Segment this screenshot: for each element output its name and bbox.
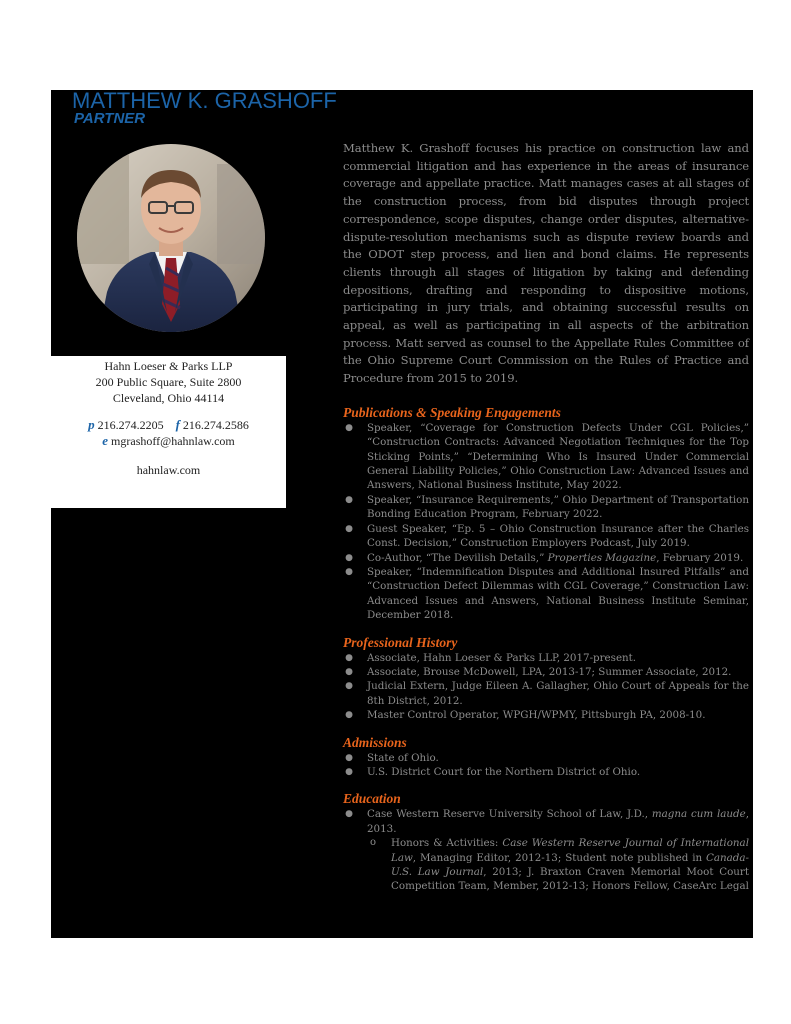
phone-label: p [88, 417, 95, 432]
history-list [343, 651, 749, 723]
email-link[interactable]: mgrashoff@hahnlaw.com [111, 434, 235, 448]
list-item: ● Speaker, “Insurance Requirements,” Ohio Department of Transportation Bonding Education Program, February 2022. [343, 493, 749, 522]
list-item: ● U.S. District Court for the Northern District of Ohio. [343, 765, 749, 779]
contact-card [51, 356, 286, 508]
education-list [343, 807, 749, 893]
firm-name: Hahn Loeser & Parks LLP [104, 359, 233, 373]
bullet-icon: ● [345, 766, 353, 777]
fax-label: f [175, 417, 180, 432]
bullet-icon: ● [345, 494, 353, 505]
bullet-icon: ● [345, 710, 353, 721]
email-line [51, 433, 286, 449]
bullet-icon: ● [345, 666, 353, 677]
list-item: ● Associate, Hahn Loeser & Parks LLP, 2017-present. [343, 651, 749, 665]
publications-list [343, 421, 749, 623]
phone-number[interactable]: 216.274.2205 [97, 418, 164, 432]
bullet-icon: ● [345, 523, 353, 534]
list-item: ● Case Western Reserve University School of Law, J.D., magna cum laude, 2013. o Honors & Activities: Case Western Reserve Journal of International Law, Managing Editor, 2012-13; Student note published in Canada-U.S. Law Journal, 2013; J. Braxton Craven Memorial Moot Court Competition Team, Member, 2012-13; Honors Fellow, CaseArc Legal [343, 807, 749, 893]
bullet-icon: ● [345, 681, 353, 692]
bullet-icon: ● [345, 552, 353, 563]
resume-sheet [51, 90, 753, 938]
main-content [343, 140, 749, 894]
fax-number: 216.274.2586 [182, 418, 249, 432]
admissions-list [343, 751, 749, 780]
bullet-icon: ● [345, 752, 353, 763]
website-link[interactable]: hahnlaw.com [136, 463, 201, 477]
circle-bullet-icon: o [369, 837, 377, 849]
publications-heading: Publications & Speaking Engagements [343, 404, 561, 420]
list-item: ● Co-Author, “The Devilish Details,” Properties Magazine, February 2019. [343, 551, 749, 565]
admissions-heading: Admissions [343, 734, 407, 750]
list-item: ● Judicial Extern, Judge Eileen A. Gallagher, Ohio Court of Appeals for the 8th District, 2012. [343, 679, 749, 708]
list-item: ● Master Control Operator, WPGH/WPMY, Pittsburgh PA, 2008-10. [343, 708, 749, 722]
bullet-icon: ● [345, 422, 353, 433]
list-item: ● Speaker, “Indemnification Disputes and Additional Insured Pitfalls” and “Construction Defect Dilemmas with CGL Coverage,” Construction Law: Advanced Issues and Answers, National Business Institute Seminar, December 2018. [343, 565, 749, 623]
list-item: ● Guest Speaker, “Ep. 5 – Ohio Construction Insurance after the Charles Const. Decision,” Construction Employers Podcast, July 2019. [343, 522, 749, 551]
honors-sublist [367, 836, 749, 894]
phone-fax-line [51, 417, 286, 433]
address-line-2: Cleveland, Ohio 44114 [112, 391, 225, 405]
list-item: o Honors & Activities: Case Western Reserve Journal of International Law, Managing Editor, 2012-13; Student note published in Canada-U.S. Law Journal, 2013; J. Braxton Craven Memorial Moot Court Competition Team, Member, 2012-13; Honors Fellow, CaseArc Legal [367, 836, 749, 894]
list-item: ● State of Ohio. [343, 751, 749, 765]
list-item: ● Speaker, “Coverage for Construction Defects Under CGL Policies,” “Construction Contracts: Advanced Negotiation Techniques for the Top Sticking Points,” “Determining Who Is Insured Under Commercial General Liability Policies,” Ohio Construction Law: Advanced Issues and Answers, National Business Institute, May 2022. [343, 421, 749, 493]
attorney-title: PARTNER [74, 110, 146, 127]
bullet-icon: ● [345, 652, 353, 663]
headshot-photo [77, 144, 265, 332]
email-label: e [102, 433, 109, 448]
history-heading: Professional History [343, 634, 458, 650]
attorney-name: MATTHEW K. GRASHOFF [72, 90, 337, 113]
education-heading: Education [343, 791, 401, 807]
address-line-1: 200 Public Square, Suite 2800 [95, 375, 242, 389]
bullet-icon: ● [345, 566, 353, 577]
bullet-icon: ● [345, 809, 353, 820]
bio-paragraph: Matthew K. Grashoff focuses his practice on construction law and commercial litigation and has experience in the areas of insurance coverage and appellate practice. Matt manages cases at all stages of the construction process, from bid disputes through project correspondence, scope disputes, change order disputes, alternative-dispute-resolution mechanisms such as dispute review boards and the ODOT step process, and lien and bond claims. He represents clients through all stages of litigation by taking and defending depositions, drafting and responding to dispositive motions, participating in jury trials, and obtaining successful results on appeal, as well as participating in all aspects of the arbitration process. Matt served as counsel to the Appellate Rules Committee of the Ohio Supreme Court Commission on the Rules of Practice and Procedure from 2015 to 2019. [343, 141, 749, 386]
list-item: ● Associate, Brouse McDowell, LPA, 2013-17; Summer Associate, 2012. [343, 665, 749, 679]
